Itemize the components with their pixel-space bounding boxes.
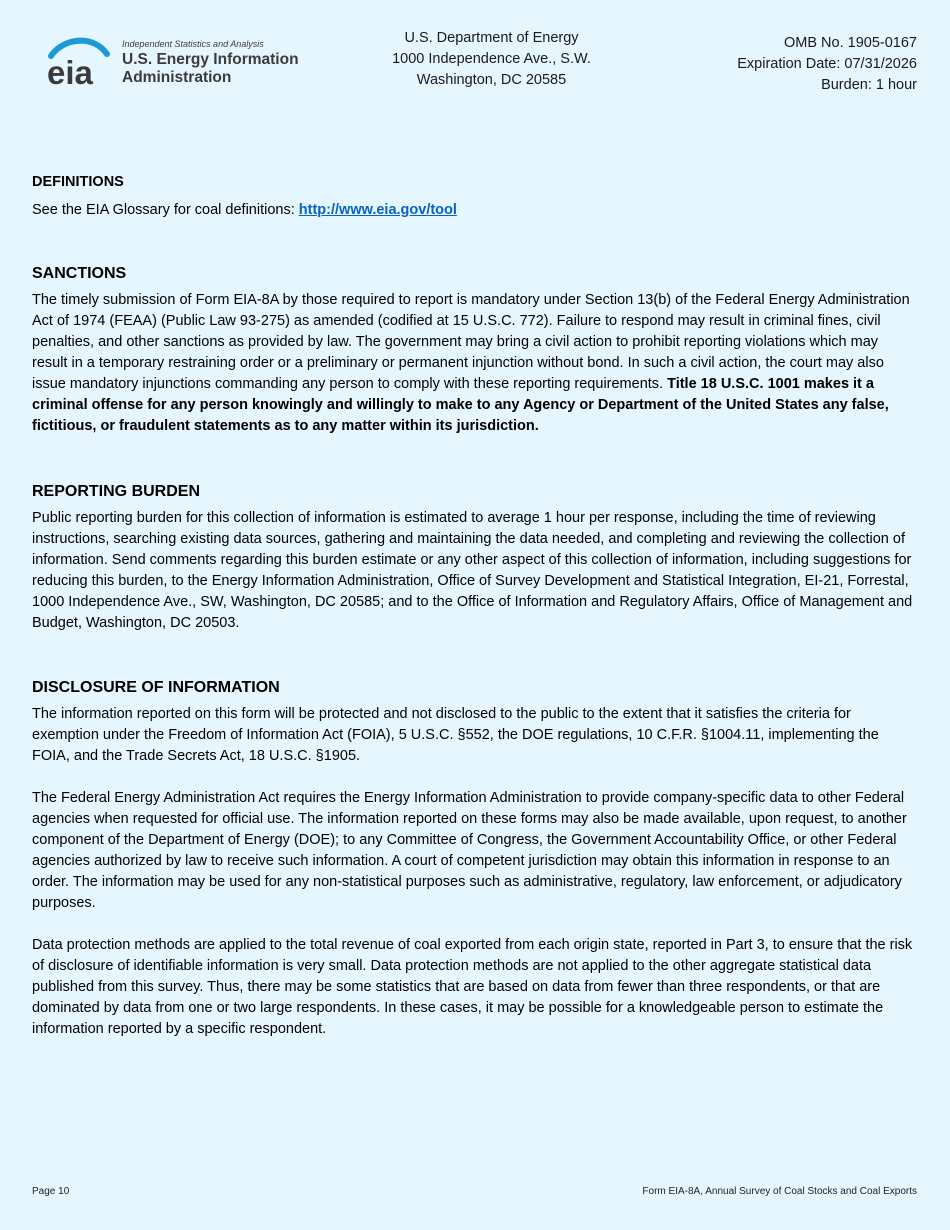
agency-address — [340, 28, 643, 91]
burden-estimate: Burden: 1 hour — [821, 77, 917, 93]
logo-mark-text: eia — [47, 54, 93, 91]
disclosure-heading: DISCLOSURE OF INFORMATION — [32, 679, 280, 696]
definitions-section — [32, 172, 917, 221]
sanctions-text — [32, 290, 917, 437]
eia-logo-mark — [45, 36, 117, 92]
expiration-date: Expiration Date: 07/31/2026 — [737, 56, 917, 72]
eia-logo[interactable] — [45, 36, 315, 92]
form-title: Form EIA-8A, Annual Survey of Coal Stocks and Coal Exports — [642, 1186, 917, 1197]
disclosure-section — [32, 677, 917, 1040]
page-number: Page 10 — [32, 1186, 70, 1197]
sanctions-heading: SANCTIONS — [32, 265, 127, 282]
definitions-text — [32, 200, 917, 221]
definitions-heading: DEFINITIONS — [32, 174, 124, 190]
reporting-burden-text: Public reporting burden for this collection of information is estimated to average 1 hour per response, including the time of reviewing instructions, searching existing data sources, gathering and maintaining the data needed, and completing and reviewing the collection of information. Send comments regarding this burden estimate or any other aspect of this collection of information, including suggestions for reducing this burden, to the Energy Information Administration, Office of Survey Development and Statistical Integration, EI-21, Forrestal, 1000 Independence Ave., SW, Washington, DC 20585; and to the Office of Information and Regulatory Affairs, Office of Management and Budget, Washington, DC 20503. — [32, 510, 913, 631]
sanctions-warning: Title 18 U.S.C. 1001 makes it a criminal offense for any person knowingly and willingly to make to any Agency or Department of the United States any false, fictitious, or fraudulent statements as to any matter within its jurisdiction. — [32, 376, 889, 434]
disclosure-paragraph-1: The information reported on this form will be protected and not disclosed to the public to the extent that it satisfies the criteria for exemption under the Freedom of Information Act (FOIA), 5 U.S.C. §552, the DOE regulations, 10 C.F.R. §1004.11, implementing the FOIA, and the Trade Secrets Act, 18 U.S.C. §1905. — [32, 706, 879, 764]
logo-name-line1: U.S. Energy Information — [122, 51, 299, 68]
disclosure-paragraph-3: Data protection methods are applied to the total revenue of coal exported from each origin state, reported in Part 3, to ensure that the risk of disclosure of identifiable information is very small. Data protection methods are not applied to the other aggregate statistical data published from this survey. Thus, there may be some statistics that are based on data from fewer than three respondents, or that are dominated by data from one or two large respondents. In these cases, it may be possible for a knowledgeable person to estimate the information reported by a specific respondent. — [32, 937, 913, 1037]
logo-name-line2: Administration — [122, 69, 232, 86]
omb-number: OMB No. 1905-0167 — [784, 35, 917, 51]
address-line-3: Washington, DC 20585 — [416, 72, 567, 88]
logo-name — [122, 51, 299, 87]
logo-tagline: Independent Statistics and Analysis — [122, 39, 264, 49]
sanctions-body: The timely submission of Form EIA-8A by those required to report is mandatory under Section 13(b) of the Federal Energy Administration Act of 1974 (FEAA) (Public Law 93-275) as amended (codified at 15 U.S.C. 772). Failure to respond may result in criminal fines, civil penalties, and other sanctions as provided by law. The government may bring a civil action to prohibit reporting violations which may result in a temporary restraining order or a preliminary or permanent injunction without bond. In such a civil action, the court may also issue mandatory injunctions commanding any person to comply with these reporting requirements. — [32, 292, 910, 392]
omb-info — [737, 33, 917, 96]
address-line-2: 1000 Independence Ave., S.W. — [392, 51, 591, 67]
reporting-burden-section — [32, 481, 917, 634]
glossary-link[interactable]: http://www.eia.gov/tool — [298, 202, 457, 218]
reporting-burden-heading: REPORTING BURDEN — [32, 483, 201, 500]
definitions-intro: See the EIA Glossary for coal definitions: — [32, 202, 299, 218]
sanctions-section — [32, 263, 917, 437]
address-line-1: U.S. Department of Energy — [404, 30, 579, 46]
disclosure-paragraph-2: The Federal Energy Administration Act requires the Energy Information Administration to provide company-specific data to other Federal agencies when requested for official use. The information reported on these forms may also be made available, upon request, to another component of the Department of Energy (DOE); to any Committee of Congress, the Government Accountability Office, or other Federal agencies authorized by law to receive such information. A court of competent jurisdiction may obtain this information in response to an order. The information may be used for any non-statistical purposes such as administrative, regulatory, law enforcement, or adjudicatory purposes. — [32, 790, 907, 911]
